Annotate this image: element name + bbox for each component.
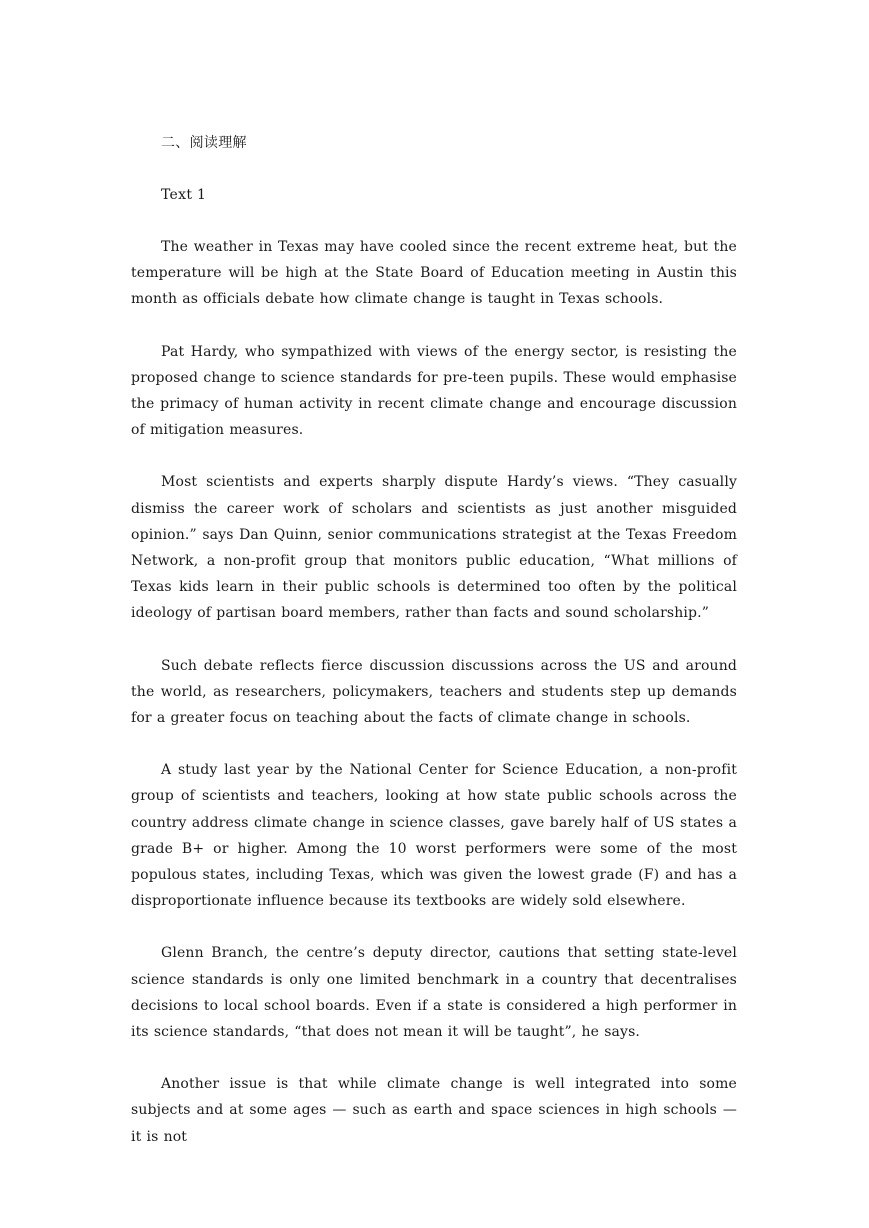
document-page <box>131 130 737 1150</box>
paragraph-7: Another issue is that while climate change is well integrated into some subjects and at some ages — such as earth and space sciences in high schools — it is not <box>131 1076 737 1145</box>
text-label: Text 1 <box>161 187 207 203</box>
paragraph-4: Such debate reflects fierce discussion discussions across the US and around the world, as researchers, policymakers, teachers and students step up demands for a greater focus on teaching about the facts of climate change in schools. <box>131 657 737 727</box>
paragraph-6: Glenn Branch, the centre’s deputy director, cautions that setting state-level science standards is only one limited benchmark in a country that decentralises decisions to local school boards. Even if a state is considered a high performer in its science standards, “that does not mean it will be taught”, he says. <box>131 945 737 1041</box>
section-heading: 二、阅读理解 <box>161 135 247 151</box>
paragraph-1: The weather in Texas may have cooled since the recent extreme heat, but the temperature will be high at the State Board of Education meeting in Austin this month as officials debate how climate change is taught in Texas schools. <box>131 239 737 308</box>
paragraph-5: A study last year by the National Center for Science Education, a non-profit group of scientists and teachers, looking at how state public schools across the country address climate change in science classes, gave barely half of US states a grade B+ or higher. Among the 10 worst performers were some of the most populous states, including Texas, which was given the lowest grade (F) and has a disproportionate influence because its textbooks are widely sold elsewhere. <box>131 762 737 910</box>
paragraph-3: Most scientists and experts sharply dispute Hardy’s views. “They casually dismiss the career work of scholars and scientists as just another misguided opinion.” says Dan Quinn, senior communications strategist at the Texas Freedom Network, a non-profit group that monitors public education, “What millions of Texas kids learn in their public schools is determined too often by the political ideology of partisan board members, rather than facts and sound scholarship.” <box>131 474 737 622</box>
paragraph-2: Pat Hardy, who sympathized with views of the energy sector, is resisting the proposed change to science standards for pre-teen pupils. These would emphasise the primacy of human activity in recent climate change and encourage discussion of mitigation measures. <box>131 343 737 439</box>
